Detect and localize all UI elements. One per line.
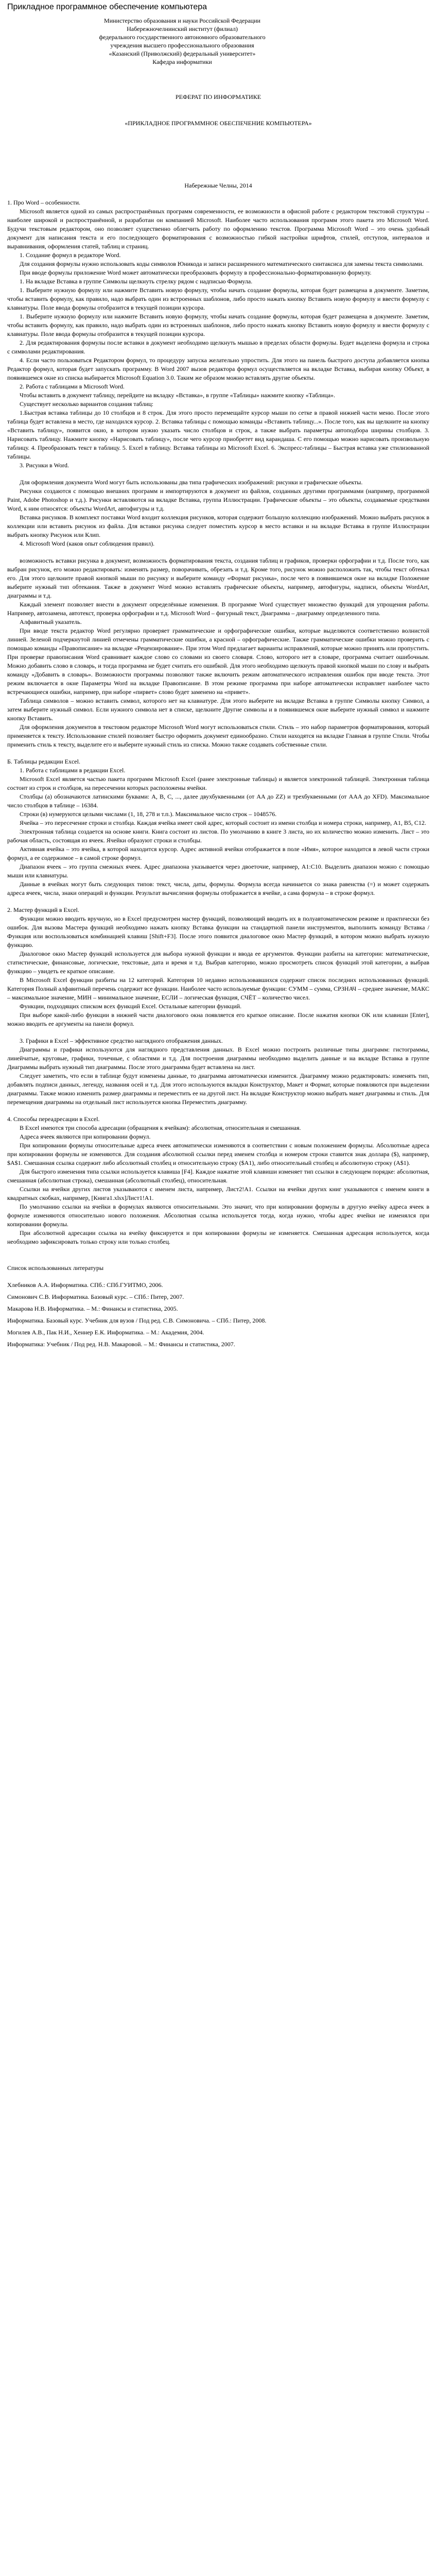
header-line-6: Кафедра информатики	[152, 58, 212, 65]
pictures-body	[7, 478, 429, 548]
master-section-title: 2. Мастер функций в Excel.	[7, 906, 79, 913]
paragraph: 2. Для редактирования формулы после вставки в документ необходимо щелкнуть мышью в пределах области формулы. Будет выделена формула и строка с символами редактирования.	[7, 339, 429, 355]
paragraph: 1. Создание формул в редакторе Word.	[20, 251, 121, 259]
paragraph: Электронная таблица создается на основе книги. Книга состоит из листов. По умолчанию в книге 3 листа, но их количество можно изменить. Лист – это рабочая область, состоящая из ячеек. Ячейки образуют строки и столбцы.	[7, 828, 429, 844]
excel-section-title: Б. Таблицы редакции Excel.	[7, 758, 80, 765]
header-line-1: Министерство образования и науки Российской Федерации	[104, 17, 260, 24]
section-1-body	[7, 207, 429, 470]
paragraph: Диалоговое окно Мастер функций используется для выбора нужной функции и ввода ее аргументов. Функции разбиты на категории: математические, статистические, финансовые, логические, текстовые, дата и время и т.д. Выбрав категорию, можно просмотреть список функций этой категории, а выбрав функцию – увидеть ее краткое описание.	[7, 950, 429, 975]
paragraph: 1. На вкладке Вставка в группе Символы щелкнуть стрелку рядом с надписью Формула.	[20, 278, 253, 285]
charts-body	[7, 1037, 429, 1107]
paragraph: Следует заметить, что если в таблице будут изменены данные, то диаграмма автоматически изменится. Диаграмму можно редактировать: изменять тип, добавлять подписи данных, легенду, названия осей и т.д. Для этого используются вкладки Конструктор, Макет и Формат, которые появляются при выделении диаграммы. Также можно изменить размер диаграммы и переместить ее на другой лист. На вкладке Конструктор можно выбрать макет диаграммы и стиль. Для перемещения диаграммы на отдельный лист используется кнопка Переместить диаграмму.	[7, 1072, 429, 1106]
header-line-5: «Казанский (Приволжский) федеральный университет»	[109, 50, 256, 57]
paragraph: 1.Быстрая вставка таблицы до 10 столбцов и 8 строк. Для этого просто перемещайте курсор мыши по сетке в правой нижней части меню. После этого таблица будет вставлена в место, где находился курсор. 2. Вставка таблицы с помощью команды «Вставить таблицу...». После того, как вы щелкните на кнопку «Вставить таблицу», появится окно, в котором нужно указать число столбцов и строк, а также выбрать параметры автоподбора ширины столбцов. 3. Нарисовать таблицу. Нажмите кнопку «Нарисовать таблицу», после чего курсор приобретет вид карандаша. С его помощью можно нарисовать произвольную таблицу. 4. Преобразовать текст в таблицу. 5. Excel в таблицу. Вставка таблицы из Microsoft Excel. 6. Экспресс-таблицы – Быстрая вставка уже стилизованной таблицы.	[7, 409, 429, 460]
paragraph: По умолчанию ссылки на ячейки в формулах являются относительными. Это значит, что при копировании формулы в другую ячейку адреса ячеек в формуле изменяются относительно нового положения. Абсолютная ссылка используется тогда, когда нужно, чтобы адрес ячейки не изменялся при копировании формулы.	[7, 1203, 429, 1228]
paragraph: 1. Выберите нужную формулу или нажмите Вставить новую формулу, чтобы начать создание формулы, которая будет размещена в документе. Заметим, чтобы вставить формулу, как правило, надо выбрать один из встроенных шаблонов, либо просто нажать кнопку Вставить новую формулу и ввести формулу с клавиатуры. Поле ввода формулы отобразится в текущей позиции курсора.	[7, 313, 429, 337]
document-title: Прикладное программное обеспечение компьютера	[7, 3, 207, 11]
report-label: РЕФЕРАТ ПО ИНФОРМАТИКЕ	[175, 93, 261, 100]
word-features-body	[7, 556, 429, 749]
excel-body	[7, 766, 429, 897]
paragraph: Диаграммы и графики используются для наглядного представления данных. В Excel можно построить различные типы диаграмм: гистограммы, линейчатые, круговые, графики, точечные, с областями и т.д. Для построения диаграммы необходимо выделить данные и на вкладке Вставка в группе Диаграммы выбрать нужный тип диаграммы. После этого диаграмма будет вставлена на лист.	[7, 1046, 429, 1071]
institution-header	[0, 16, 429, 66]
paragraph: В Excel имеются три способа адресации (обращения к ячейкам): абсолютная, относительная и смешанная.	[20, 1124, 301, 1131]
paragraph: При абсолютной адресации ссылка на ячейку фиксируется и при копировании формулы не изменяется. Смешанная адресация используется, когда необходимо зафиксировать только строку или только столбец.	[7, 1229, 429, 1245]
paragraph: Таблица символов – можно вставить символ, которого нет на клавиатуре. Для этого выберите на вкладке Вставка в группе Символы кнопку Символ, а затем выберите нужный символ. Если нужного символа нет в списке, щелкните Другие символы и в появившемся окне выберите нужный символ и нажмите кнопку Вставить.	[7, 697, 429, 722]
source-item: Информатика: Учебник / Под ред. Н.В. Макаровой. – М.: Финансы и статистика, 2007.	[7, 1341, 235, 1348]
paragraph: Активная ячейка – это ячейка, в которой находится курсор. Адрес активной ячейки отображается в поле «Имя», которое находится в левой части строки формул, а ее содержимое – в самой строке формул.	[7, 845, 429, 861]
paragraph: 1. Выберите нужную формулу или нажмите Вставить новую формулу, чтобы начать создание формулы, которая будет размещена в документе. Заметим, чтобы вставить формулу, как правило, надо выбрать один из встроенных шаблонов, либо просто нажать кнопку Вставить новую формулу и ввести формулу с клавиатуры. Поле ввода формулы отобразится в текущей позиции курсора.	[7, 286, 429, 311]
paragraph: При вводе формулы приложение Word может автоматически преобразовать формулу в профессионально-форматированную формулу.	[20, 269, 372, 276]
paragraph: Microsoft Excel является частью пакета программ Microsoft Excel (ранее электронные таблицы) и является электронной таблицей. Электронная таблица состоит из строк и столбцов, на пересечении которых расположены ячейки.	[7, 775, 429, 791]
paragraph: Чтобы вставить в документ таблицу, перейдите на вкладку «Вставка», в группе «Таблицы» нажмите кнопку «Таблица».	[20, 392, 336, 399]
sources-list	[7, 1281, 429, 1349]
paragraph: При копировании формулы относительные адреса ячеек автоматически изменяются в соответствии с новым положением формулы. Абсолютные адреса при копировании формулы не изменяются. Для создания абсолютной ссылки перед именем столбца и номером строки ставится знак доллара ($), например, $A$1. Смешанная ссылка содержит либо абсолютный столбец и относительную строку ($A1), либо относительный столбец и абсолютную строку (A$1).	[7, 1142, 429, 1166]
paragraph: 4. Microsoft Word (каков опыт соблюдения правил).	[20, 540, 155, 547]
paragraph: Функции, подходящих списком всех функций Excel. Остальные категории функций.	[20, 1003, 242, 1010]
topic-label: «ПРИКЛАДНОЕ ПРОГРАММНОЕ ОБЕСПЕЧЕНИЕ КОМПЬЮТЕРА»	[125, 120, 312, 127]
paragraph: Рисунки создаются с помощью внешних программ и импортируются в документ из файлов, созданных другими программами (например, программой Paint, Adobe Photoshop и т.д.). Рисунки вставляются на вкладке Вставка, группа Иллюстрации. Графические объекты – это объекты, создаваемые средствами Word, к ним относятся: объекты WordArt, автофигуры и т.д.	[7, 487, 429, 512]
paragraph: Диапазон ячеек – это группа смежных ячеек. Адрес диапазона указывается через двоеточие, например, A1:C10. Выделить диапазон можно с помощью мыши или клавиатуры.	[7, 863, 430, 879]
paragraph: Ссылки на ячейки других листов указываются с именем листа, например, Лист2!A1. Ссылки на ячейки других книг указываются с именем книги в квадратных скобках, например, [Книга1.xlsx]Лист1!A1.	[7, 1185, 429, 1201]
paragraph: В Microsoft Excel функции разбиты на 12 категорий. Категория 10 недавно использовавшихся содержит список последних использованных функций. Категория Полный алфавитный перечень содержит все функции. Наиболее часто используемые функции: СУММ – сумма, СРЗНАЧ – среднее значение, МАКС – максимальное значение, МИН – минимальное значение, ЕСЛИ – логическая функция, СЧЁТ – количество чисел.	[7, 976, 429, 1001]
paragraph: 3. Рисунки в Word.	[20, 462, 69, 469]
paragraph: 1. Работа с таблицами в редакции Excel.	[20, 767, 126, 774]
links-section-title: 4. Способы переадресации в Excel.	[7, 1115, 100, 1123]
paragraph: 3. Графики в Excel – эффективное средство наглядного отображения данных.	[20, 1037, 223, 1044]
header-line-3: федерального государственного автономного образовательного	[99, 33, 266, 41]
source-item: Симонович С.В. Информатика. Базовый курс. – СПб.: Питер, 2007.	[7, 1293, 184, 1300]
paragraph: Адреса ячеек являются при копировании формул.	[20, 1133, 151, 1140]
links-body	[7, 1124, 429, 1246]
paragraph: Существует несколько вариантов создания таблиц:	[20, 400, 154, 408]
paragraph: Строки (в) нумеруются целыми числами (1, 18, 278 и т.п.). Максимальное число строк – 1048576.	[20, 810, 277, 818]
source-item: Информатика. Базовый курс. Учебник для вузов / Под ред. С.В. Симоновича. – СПб.: Питер, 2008.	[7, 1317, 267, 1324]
paragraph: возможность вставки рисунка в документ, возможность форматирования текста, создания таблиц и графиков, проверки орфографии и т.д. После того, как выбран рисунок, его можно редактировать: изменять размер, поворачивать, обрезать и т.д. Кроме того, рисунок можно расположить так, чтобы текст обтекал его. Для этого щелкните правой кнопкой мыши по рисунку и выберите команду «Формат рисунка», после чего в появившемся окне на вкладке Положение выберите нужный тип обтекания. Также в документ Word можно вставлять графические объекты, например, автофигуры, надписи, объекты WordArt, диаграммы и т.д.	[7, 557, 429, 599]
section-1-title: 1. Про Word – особенности.	[7, 199, 81, 206]
paragraph: Для быстрого изменения типа ссылки используется клавиша [F4]. Каждое нажатие этой клавиши изменяет тип ссылки в следующем порядке: абсолютная, смешанная (абсолютная строка), смешанная (абсолютный столбец), относительная.	[7, 1168, 429, 1184]
paragraph: Ячейка – это пересечение строки и столбца. Каждая ячейка имеет свой адрес, который состоит из имени столбца и номера строки, например, A1, B5, C12.	[20, 819, 426, 826]
paragraph: При выборе какой-либо функции в нижней части диалогового окна появляется его краткое описание. После нажатия кнопки OK или клавиши [Enter], можно вводить ее аргументы на панели формул.	[7, 1011, 429, 1027]
source-item: Макарова Н.В. Информатика. – М.: Финансы и статистика, 2005.	[7, 1305, 178, 1312]
paragraph: Алфавитный указатель.	[20, 618, 82, 625]
paragraph: Для оформления документов в текстовом редакторе Microsoft Word могут использоваться стили. Стиль – это набор параметров форматирования, который применяется к тексту. Использование стилей позволяет быстро оформить документ единообразно. Стили находятся на вкладке Главная в группе Стили. Чтобы применить стиль к тексту, выделите его и выберите нужный стиль из списка. Можно также создавать собственные стили.	[7, 723, 429, 748]
paragraph: 4. Если часто пользоваться Редактором формул, то процедуру запуска желательно упростить. Для этого на панель быстрого доступа добавляется кнопка Редактор формул, которая будет запускать программу. В Word 2007 вызов редактора формул осуществляется на вкладке Вставка, выбирая кнопку Объект, в появившемся окне из списка выбирается Microsoft Equation 3.0. Таким же образом можно вставлять другие объекты.	[7, 357, 429, 381]
header-line-4: учреждения высшего профессионального образования	[110, 42, 254, 49]
header-line-2: Набережночелнинский институт (филиал)	[127, 25, 238, 32]
paragraph: Вставка рисунков. В комплект поставки Word входит коллекция рисунков, которая содержит большую коллекцию изображений. Можно выбрать рисунок в коллекции или вставить рисунок из файла. Для вставки рисунка следует поместить курсор в место вставки и на вкладке Вставка в группе Иллюстрации выбрать кнопку Рисунок или Клип.	[7, 514, 429, 538]
master-body	[7, 914, 429, 1028]
paragraph: Каждый элемент позволяет внести в документ определённые изменения. В программе Word существует множество функций для упрощения работы. Например, автозамена, автотекст, проверка орфографии и т.д. Microsoft Word – фигурный текст, Диаграмма – диаграмму определенного типа.	[7, 601, 429, 617]
city-year: Набережные Челны, 2014	[184, 182, 252, 189]
paragraph: При вводе текста редактор Word регулярно проверяет грамматические и орфографические ошибки, которые выделяются соответственно волнистой линией. Зеленой подчеркнутой линией отмечены грамматические ошибки, а красной – орфографические. Также грамматические ошибки можно проверить с помощью команды «Правописание» на вкладке «Рецензирование». При этом Word предлагает варианты исправлений, которые можно принять или пропустить. При проверке правописания Word сравнивает каждое слово со словами из своего словаря. Слово, которого нет в словаре, программа считает ошибочным. Можно добавить слово в словарь, и тогда программа не будет считать его ошибкой. Для этого необходимо щелкнуть правой кнопкой мыши по слову и выбрать команду «Добавить в словарь». Возможности программы позволяют также включить режим автоматического исправления ошибок при вводе текста. Этот режим включается в окне Параметры Word на вкладке Правописание. В этом режиме программа при наборе автоматически исправляет наиболее часто встречающиеся ошибки, например, при наборе «пирвет» слово будет заменено на «привет».	[7, 627, 429, 696]
paragraph: Функции можно вводить вручную, но в Excel предусмотрен мастер функций, позволяющий вводить их в полуавтоматическом режиме и практически без ошибок. Для вызова Мастера функций необходимо нажать кнопку Вставка функции на стандартной панели инструментов, выполнить команду Вставка / Функция или воспользоваться комбинацией клавиш [Shift+F3]. После этого появится диалоговое окно Мастер функций, в котором можно выбрать нужную функцию.	[7, 915, 429, 948]
paragraph: Данные в ячейках могут быть следующих типов: текст, числа, даты, формулы. Формула всегда начинается со знака равенства (=) и может содержать адреса ячеек, числа, знаки операций и функции. Результат вычисления формулы отображается в ячейке, а сама формула – в строке формул.	[7, 880, 429, 896]
source-item: Хлебников А.А. Информатика. СПб.: СПб.ГУИТМО, 2006.	[7, 1281, 163, 1289]
paragraph: Microsoft является одной из самых распространённых программ современности, ее возможности в офисной работе с редактором текстовой структуры – наиболее широкой и распространённой, и разработан он компанией Microsoft. Наиболее часто использования программ этого пакета это Microsoft Word. Будучи текстовым редактором, оно позволяет существенно облегчить работу по оформлению текстов. Программа Microsoft Word – это очень удобный документ для написания текста и его последующего форматирования с возможностью гибкой настройки шрифтов, стилей, отступов, интервалов и выравнивания, оформления статей, таблиц и страниц.	[7, 208, 429, 250]
sources-title: Список использованных литературы	[7, 1264, 104, 1272]
source-item: Могилев А.В., Пак Н.И., Хеннер Е.К. Информатика. – М.: Академия, 2004.	[7, 1329, 204, 1336]
paragraph: Столбцы (а) обозначаются латинскими буквами: A, B, C, ..., далее двухбуквенными (от AA до ZZ) и трехбуквенными (от AAA до XFD). Максимальное число столбцов в таблице – 16384.	[7, 793, 429, 809]
paragraph: Для оформления документа Word могут быть использованы два типа графических изображений: рисунки и графические объекты.	[20, 479, 363, 486]
paragraph: Для создания формулы нужно использовать коды символов Юникода и записи расширенного математического синтаксиса для замены текста символами.	[20, 260, 424, 267]
document-page	[7, 2, 429, 1352]
paragraph: 2. Работа с таблицами в Microsoft Word.	[20, 383, 125, 390]
